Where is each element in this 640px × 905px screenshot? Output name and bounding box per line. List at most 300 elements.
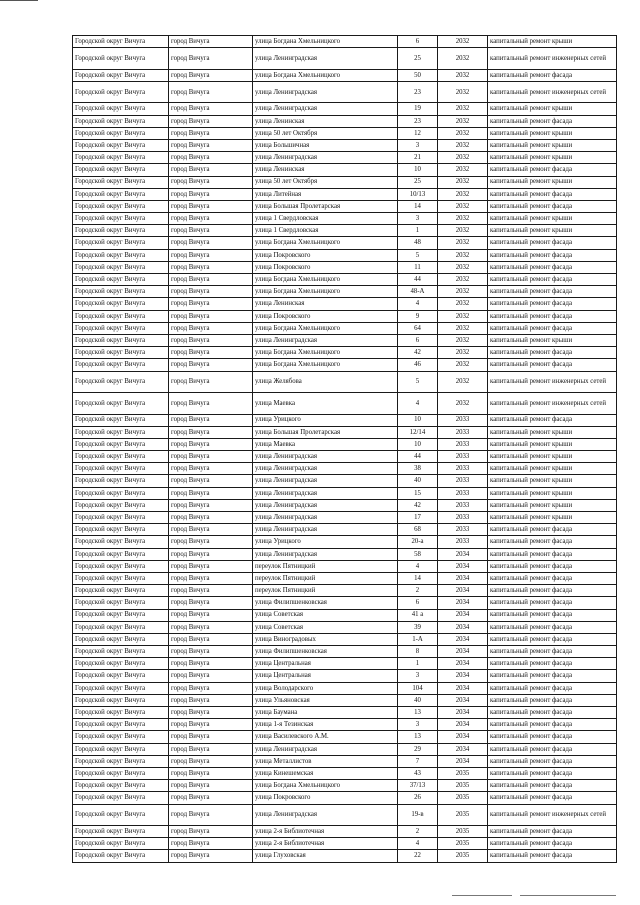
year-cell: 2032 <box>438 393 488 415</box>
city-cell: город Вичуга <box>169 347 253 359</box>
house-number-cell: 42 <box>398 499 438 511</box>
district-cell: Городской округ Вичуга <box>73 426 169 438</box>
street-cell: улица Ленинская <box>253 115 398 127</box>
district-cell: Городской округ Вичуга <box>73 463 169 475</box>
work-type-cell: капитальный ремонт фасада <box>488 658 617 670</box>
district-cell: Городской округ Вичуга <box>73 548 169 560</box>
city-cell: город Вичуга <box>169 658 253 670</box>
house-number-cell: 23 <box>398 115 438 127</box>
table-row <box>73 682 617 694</box>
city-cell: город Вичуга <box>169 103 253 115</box>
work-type-cell: капитальный ремонт фасада <box>488 524 617 536</box>
work-type-cell: капитальный ремонт фасада <box>488 826 617 838</box>
city-cell: город Вичуга <box>169 621 253 633</box>
district-cell: Городской округ Вичуга <box>73 804 169 826</box>
district-cell: Городской округ Вичуга <box>73 261 169 273</box>
house-number-cell: 19-в <box>398 804 438 826</box>
city-cell: город Вичуга <box>169 804 253 826</box>
table-row <box>73 188 617 200</box>
table-row <box>73 48 617 70</box>
street-cell: улица Глуховская <box>253 850 398 862</box>
district-cell: Городской округ Вичуга <box>73 237 169 249</box>
district-cell: Городской округ Вичуга <box>73 512 169 524</box>
street-cell: улица Кинешемская <box>253 767 398 779</box>
house-number-cell: 42 <box>398 347 438 359</box>
table-row <box>73 585 617 597</box>
table-row <box>73 249 617 261</box>
year-cell: 2032 <box>438 115 488 127</box>
city-cell: город Вичуга <box>169 609 253 621</box>
house-number-cell: 2 <box>398 585 438 597</box>
city-cell: город Вичуга <box>169 36 253 48</box>
city-cell: город Вичуга <box>169 310 253 322</box>
table-row <box>73 646 617 658</box>
district-cell: Городской округ Вичуга <box>73 572 169 584</box>
year-cell: 2034 <box>438 597 488 609</box>
street-cell: улица Металлистов <box>253 755 398 767</box>
street-cell: улица 1 Свердловская <box>253 225 398 237</box>
table-row <box>73 286 617 298</box>
work-type-cell: капитальный ремонт фасада <box>488 322 617 334</box>
year-cell: 2034 <box>438 585 488 597</box>
street-cell: улица Филипшенковская <box>253 597 398 609</box>
street-cell: улица Ленинградская <box>253 524 398 536</box>
house-number-cell: 25 <box>398 48 438 70</box>
work-type-cell: капитальный ремонт фасада <box>488 261 617 273</box>
table-row <box>73 393 617 415</box>
work-type-cell: капитальный ремонт фасада <box>488 755 617 767</box>
district-cell: Городской округ Вичуга <box>73 633 169 645</box>
city-cell: город Вичуга <box>169 359 253 371</box>
table-row <box>73 225 617 237</box>
city-cell: город Вичуга <box>169 371 253 393</box>
house-number-cell: 48 <box>398 237 438 249</box>
work-type-cell: капитальный ремонт крыши <box>488 152 617 164</box>
work-type-cell: капитальный ремонт крыши <box>488 451 617 463</box>
street-cell: улица Ленинградская <box>253 81 398 103</box>
city-cell: город Вичуга <box>169 152 253 164</box>
house-number-cell: 50 <box>398 69 438 81</box>
work-type-cell: капитальный ремонт фасада <box>488 780 617 792</box>
city-cell: город Вичуга <box>169 237 253 249</box>
year-cell: 2032 <box>438 139 488 151</box>
year-cell: 2035 <box>438 850 488 862</box>
house-number-cell: 4 <box>398 298 438 310</box>
city-cell: город Вичуга <box>169 585 253 597</box>
table-row <box>73 707 617 719</box>
city-cell: город Вичуга <box>169 572 253 584</box>
street-cell: улица Богдана Хмельницкого <box>253 780 398 792</box>
work-type-cell: капитальный ремонт фасада <box>488 597 617 609</box>
table-row <box>73 213 617 225</box>
table-row <box>73 755 617 767</box>
street-cell: улица Ленинградская <box>253 743 398 755</box>
work-type-cell: капитальный ремонт фасада <box>488 237 617 249</box>
work-type-cell: капитальный ремонт фасада <box>488 670 617 682</box>
table-row <box>73 414 617 426</box>
street-cell: переулок Пятницкий <box>253 585 398 597</box>
district-cell: Городской округ Вичуга <box>73 646 169 658</box>
house-number-cell: 9 <box>398 310 438 322</box>
year-cell: 2032 <box>438 298 488 310</box>
work-type-cell: капитальный ремонт инженерных сетей <box>488 48 617 70</box>
street-cell: улица Богдана Хмельницкого <box>253 69 398 81</box>
district-cell: Городской округ Вичуга <box>73 213 169 225</box>
year-cell: 2035 <box>438 792 488 804</box>
house-number-cell: 13 <box>398 707 438 719</box>
house-number-cell: 10 <box>398 438 438 450</box>
district-cell: Городской округ Вичуга <box>73 438 169 450</box>
year-cell: 2033 <box>438 487 488 499</box>
district-cell: Городской округ Вичуга <box>73 286 169 298</box>
work-type-cell: капитальный ремонт крыши <box>488 334 617 346</box>
year-cell: 2033 <box>438 536 488 548</box>
year-cell: 2034 <box>438 609 488 621</box>
city-cell: город Вичуга <box>169 139 253 151</box>
street-cell: улица Урицкого <box>253 414 398 426</box>
city-cell: город Вичуга <box>169 767 253 779</box>
street-cell: улица Ленинградская <box>253 463 398 475</box>
street-cell: улица Ленинградская <box>253 103 398 115</box>
work-type-cell: капитальный ремонт крыши <box>488 103 617 115</box>
street-cell: улица Большая Пролетарская <box>253 200 398 212</box>
house-number-cell: 12 <box>398 127 438 139</box>
street-cell: улица Ленинская <box>253 298 398 310</box>
house-number-cell: 2 <box>398 826 438 838</box>
house-number-cell: 6 <box>398 36 438 48</box>
house-number-cell: 1-А <box>398 633 438 645</box>
house-number-cell: 44 <box>398 451 438 463</box>
house-number-cell: 6 <box>398 334 438 346</box>
district-cell: Городской округ Вичуга <box>73 755 169 767</box>
street-cell: улица Виноградовых <box>253 633 398 645</box>
year-cell: 2033 <box>438 451 488 463</box>
year-cell: 2032 <box>438 69 488 81</box>
year-cell: 2033 <box>438 414 488 426</box>
table-row <box>73 115 617 127</box>
city-cell: город Вичуга <box>169 225 253 237</box>
table-row <box>73 524 617 536</box>
year-cell: 2032 <box>438 103 488 115</box>
year-cell: 2034 <box>438 670 488 682</box>
street-cell: улица Богдана Хмельницкого <box>253 347 398 359</box>
street-cell: улица 1-я Тезинская <box>253 719 398 731</box>
year-cell: 2032 <box>438 213 488 225</box>
house-number-cell: 46 <box>398 359 438 371</box>
street-cell: улица Богдана Хмельницкого <box>253 237 398 249</box>
work-type-cell: капитальный ремонт фасада <box>488 585 617 597</box>
year-cell: 2033 <box>438 426 488 438</box>
district-cell: Городской округ Вичуга <box>73 694 169 706</box>
house-number-cell: 10/13 <box>398 188 438 200</box>
work-type-cell: капитальный ремонт фасада <box>488 414 617 426</box>
district-cell: Городской округ Вичуга <box>73 69 169 81</box>
work-type-cell: капитальный ремонт фасада <box>488 164 617 176</box>
year-cell: 2032 <box>438 188 488 200</box>
district-cell: Городской округ Вичуга <box>73 670 169 682</box>
house-number-cell: 44 <box>398 274 438 286</box>
table-row <box>73 322 617 334</box>
district-cell: Городской округ Вичуга <box>73 707 169 719</box>
district-cell: Городской округ Вичуга <box>73 731 169 743</box>
city-cell: город Вичуга <box>169 81 253 103</box>
table-row <box>73 743 617 755</box>
house-number-cell: 58 <box>398 548 438 560</box>
street-cell: улица Ленинградская <box>253 475 398 487</box>
house-number-cell: 37/13 <box>398 780 438 792</box>
footer-mark-right <box>520 895 616 896</box>
district-cell: Городской округ Вичуга <box>73 393 169 415</box>
table-row <box>73 475 617 487</box>
district-cell: Городской округ Вичуга <box>73 310 169 322</box>
street-cell: улица Центральная <box>253 658 398 670</box>
year-cell: 2034 <box>438 572 488 584</box>
work-type-cell: капитальный ремонт фасада <box>488 850 617 862</box>
work-type-cell: капитальный ремонт фасада <box>488 633 617 645</box>
table-row <box>73 658 617 670</box>
table-row <box>73 347 617 359</box>
street-cell: улица Покровского <box>253 792 398 804</box>
city-cell: город Вичуга <box>169 200 253 212</box>
street-cell: улица Советская <box>253 621 398 633</box>
work-type-cell: капитальный ремонт фасада <box>488 731 617 743</box>
street-cell: улица Володарского <box>253 682 398 694</box>
year-cell: 2032 <box>438 249 488 261</box>
city-cell: город Вичуга <box>169 414 253 426</box>
table-row <box>73 426 617 438</box>
district-cell: Городской округ Вичуга <box>73 585 169 597</box>
street-cell: переулок Пятницкий <box>253 572 398 584</box>
work-type-cell: капитальный ремонт фасада <box>488 682 617 694</box>
house-number-cell: 5 <box>398 371 438 393</box>
city-cell: город Вичуга <box>169 334 253 346</box>
city-cell: город Вичуга <box>169 286 253 298</box>
city-cell: город Вичуга <box>169 322 253 334</box>
work-type-cell: капитальный ремонт фасада <box>488 249 617 261</box>
city-cell: город Вичуга <box>169 670 253 682</box>
district-cell: Городской округ Вичуга <box>73 658 169 670</box>
work-type-cell: капитальный ремонт фасада <box>488 792 617 804</box>
year-cell: 2034 <box>438 743 488 755</box>
year-cell: 2032 <box>438 176 488 188</box>
work-type-cell: капитальный ремонт фасада <box>488 200 617 212</box>
city-cell: город Вичуга <box>169 524 253 536</box>
table-row <box>73 310 617 322</box>
table-row <box>73 103 617 115</box>
city-cell: город Вичуга <box>169 536 253 548</box>
work-type-cell: капитальный ремонт крыши <box>488 512 617 524</box>
district-cell: Городской округ Вичуга <box>73 414 169 426</box>
work-type-cell: капитальный ремонт фасада <box>488 286 617 298</box>
district-cell: Городской округ Вичуга <box>73 780 169 792</box>
house-number-cell: 68 <box>398 524 438 536</box>
city-cell: город Вичуга <box>169 560 253 572</box>
table-row <box>73 139 617 151</box>
table-row <box>73 237 617 249</box>
year-cell: 2032 <box>438 152 488 164</box>
district-cell: Городской округ Вичуга <box>73 719 169 731</box>
street-cell: улица Покровского <box>253 310 398 322</box>
district-cell: Городской округ Вичуга <box>73 743 169 755</box>
work-type-cell: капитальный ремонт фасада <box>488 719 617 731</box>
city-cell: город Вичуга <box>169 838 253 850</box>
table-row <box>73 780 617 792</box>
city-cell: город Вичуга <box>169 850 253 862</box>
street-cell: улица Покровского <box>253 261 398 273</box>
work-type-cell: капитальный ремонт фасада <box>488 274 617 286</box>
year-cell: 2035 <box>438 767 488 779</box>
table-row <box>73 826 617 838</box>
year-cell: 2032 <box>438 347 488 359</box>
work-type-cell: капитальный ремонт фасада <box>488 359 617 371</box>
street-cell: улица Советская <box>253 609 398 621</box>
street-cell: улица Ленинградская <box>253 512 398 524</box>
district-cell: Городской округ Вичуга <box>73 621 169 633</box>
year-cell: 2032 <box>438 371 488 393</box>
table-row <box>73 512 617 524</box>
work-type-cell: капитальный ремонт крыши <box>488 499 617 511</box>
table-row <box>73 572 617 584</box>
table-row <box>73 838 617 850</box>
house-number-cell: 3 <box>398 670 438 682</box>
repair-schedule-table <box>72 35 617 863</box>
street-cell: улица Ленинградская <box>253 334 398 346</box>
district-cell: Городской округ Вичуга <box>73 767 169 779</box>
year-cell: 2032 <box>438 310 488 322</box>
district-cell: Городской округ Вичуга <box>73 371 169 393</box>
year-cell: 2032 <box>438 36 488 48</box>
year-cell: 2032 <box>438 200 488 212</box>
district-cell: Городской округ Вичуга <box>73 524 169 536</box>
city-cell: город Вичуга <box>169 719 253 731</box>
year-cell: 2033 <box>438 438 488 450</box>
house-number-cell: 8 <box>398 646 438 658</box>
district-cell: Городской округ Вичуга <box>73 36 169 48</box>
table-row <box>73 298 617 310</box>
table-row <box>73 792 617 804</box>
year-cell: 2035 <box>438 804 488 826</box>
table-row <box>73 560 617 572</box>
table-row <box>73 359 617 371</box>
house-number-cell: 1 <box>398 225 438 237</box>
city-cell: город Вичуга <box>169 694 253 706</box>
city-cell: город Вичуга <box>169 548 253 560</box>
city-cell: город Вичуга <box>169 438 253 450</box>
house-number-cell: 4 <box>398 393 438 415</box>
work-type-cell: капитальный ремонт фасада <box>488 536 617 548</box>
city-cell: город Вичуга <box>169 69 253 81</box>
year-cell: 2035 <box>438 838 488 850</box>
city-cell: город Вичуга <box>169 426 253 438</box>
city-cell: город Вичуга <box>169 127 253 139</box>
house-number-cell: 40 <box>398 475 438 487</box>
street-cell: улица Богдана Хмельницкого <box>253 36 398 48</box>
year-cell: 2032 <box>438 322 488 334</box>
table-row <box>73 767 617 779</box>
city-cell: город Вичуга <box>169 826 253 838</box>
house-number-cell: 11 <box>398 261 438 273</box>
district-cell: Городской округ Вичуга <box>73 139 169 151</box>
table-row <box>73 451 617 463</box>
street-cell: улица Богдана Хмельницкого <box>253 322 398 334</box>
footer-mark-left <box>452 895 512 896</box>
work-type-cell: капитальный ремонт крыши <box>488 225 617 237</box>
house-number-cell: 5 <box>398 249 438 261</box>
house-number-cell: 7 <box>398 755 438 767</box>
work-type-cell: капитальный ремонт крыши <box>488 36 617 48</box>
street-cell: улица Большичная <box>253 139 398 151</box>
table-row <box>73 371 617 393</box>
street-cell: улица Ленинградская <box>253 152 398 164</box>
house-number-cell: 22 <box>398 850 438 862</box>
house-number-cell: 23 <box>398 81 438 103</box>
table-row <box>73 69 617 81</box>
city-cell: город Вичуга <box>169 115 253 127</box>
house-number-cell: 1 <box>398 658 438 670</box>
house-number-cell: 41 а <box>398 609 438 621</box>
work-type-cell: капитальный ремонт крыши <box>488 475 617 487</box>
district-cell: Городской округ Вичуга <box>73 347 169 359</box>
district-cell: Городской округ Вичуга <box>73 298 169 310</box>
district-cell: Городской округ Вичуга <box>73 274 169 286</box>
house-number-cell: 14 <box>398 572 438 584</box>
work-type-cell: капитальный ремонт инженерных сетей <box>488 393 617 415</box>
street-cell: переулок Пятницкий <box>253 560 398 572</box>
street-cell: улица Богдана Хмельницкого <box>253 359 398 371</box>
house-number-cell: 6 <box>398 597 438 609</box>
work-type-cell: капитальный ремонт крыши <box>488 127 617 139</box>
city-cell: город Вичуга <box>169 780 253 792</box>
street-cell: улица Ленинградская <box>253 548 398 560</box>
street-cell: улица Ленинская <box>253 164 398 176</box>
city-cell: город Вичуга <box>169 393 253 415</box>
work-type-cell: капитальный ремонт крыши <box>488 213 617 225</box>
year-cell: 2035 <box>438 826 488 838</box>
district-cell: Городской округ Вичуга <box>73 609 169 621</box>
year-cell: 2033 <box>438 524 488 536</box>
work-type-cell: капитальный ремонт инженерных сетей <box>488 804 617 826</box>
city-cell: город Вичуга <box>169 176 253 188</box>
table-row <box>73 36 617 48</box>
house-number-cell: 10 <box>398 414 438 426</box>
work-type-cell: капитальный ремонт фасада <box>488 310 617 322</box>
district-cell: Городской округ Вичуга <box>73 176 169 188</box>
work-type-cell: капитальный ремонт инженерных сетей <box>488 81 617 103</box>
street-cell: улица Покровского <box>253 249 398 261</box>
table-row <box>73 164 617 176</box>
district-cell: Городской округ Вичуга <box>73 48 169 70</box>
work-type-cell: капитальный ремонт фасада <box>488 609 617 621</box>
street-cell: улица 50 лет Октября <box>253 127 398 139</box>
work-type-cell: капитальный ремонт инженерных сетей <box>488 371 617 393</box>
house-number-cell: 25 <box>398 176 438 188</box>
table-row <box>73 804 617 826</box>
house-number-cell: 104 <box>398 682 438 694</box>
work-type-cell: капитальный ремонт крыши <box>488 463 617 475</box>
table-row <box>73 438 617 450</box>
street-cell: улица 2-я Библиотечная <box>253 838 398 850</box>
street-cell: улица Ленинградская <box>253 804 398 826</box>
street-cell: улица Ульяновская <box>253 694 398 706</box>
year-cell: 2034 <box>438 560 488 572</box>
table-row <box>73 200 617 212</box>
year-cell: 2032 <box>438 274 488 286</box>
year-cell: 2032 <box>438 81 488 103</box>
work-type-cell: капитальный ремонт фасада <box>488 115 617 127</box>
city-cell: город Вичуга <box>169 213 253 225</box>
district-cell: Городской округ Вичуга <box>73 249 169 261</box>
table-row <box>73 548 617 560</box>
